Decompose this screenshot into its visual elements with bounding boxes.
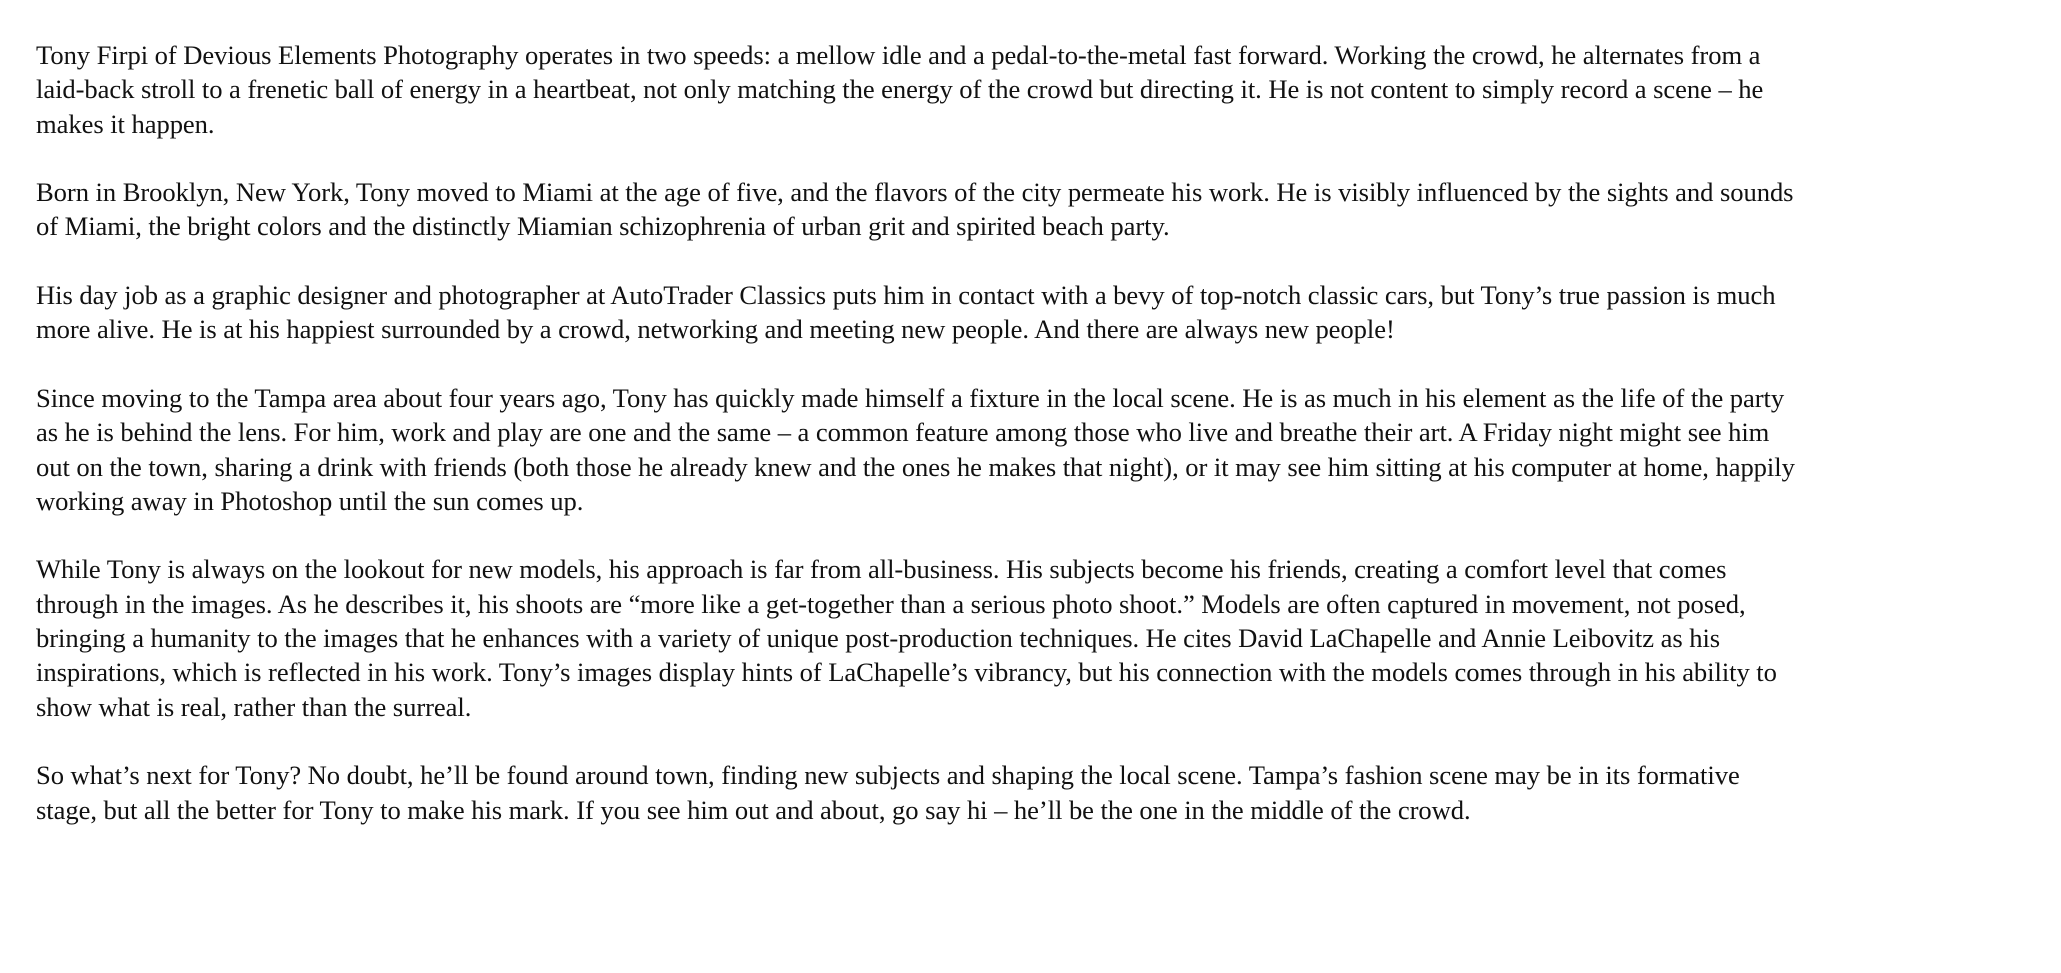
paragraph-approach: While Tony is always on the lookout for new models, his approach is far from all-business. His subjects become his friends, creating a comfort level that comes through in the images. As he describes it, his shoots are “more like a get-together than a serious photo shoot.” Models are often captured in movement, not posed, bringing a humanity to the images that he enhances with a variety of unique post-production techniques. He cites David LaChapelle and Annie Leibovitz as his inspirations, which is reflected in his work. Tony’s images display hints of LaChapelle’s vibrancy, but his connection with the models comes through in his ability to show what is real, rather than the surreal. [36,554,1777,722]
document-body [36,38,2036,861]
paragraph-day-job: His day job as a graphic designer and photographer at AutoTrader Classics puts him in contact with a bevy of top-notch classic cars, but Tony’s true passion is much more alive. He is at his happiest surrounded by a crowd, networking and meeting new people. And there are always new people! [36,280,1776,345]
paragraph-background: Born in Brooklyn, New York, Tony moved to Miami at the age of five, and the flavors of the city permeate his work. He is visibly influenced by the sights and sounds of Miami, the bright colors and the distinctly Miamian schizophrenia of urban grit and spirited beach party. [36,177,1794,242]
paragraph-intro: Tony Firpi of Devious Elements Photography operates in two speeds: a mellow idle and a pedal-to-the-metal fast forward. Working the crowd, he alternates from a laid-back stroll to a frenetic ball of energy in a heartbeat, not only matching the energy of the crowd but directing it. He is not content to simply record a scene – he makes it happen. [36,40,1764,139]
paragraph-whats-next: So what’s next for Tony? No doubt, he’ll be found around town, finding new subjects and shaping the local scene. Tampa’s fashion scene may be in its formative stage, but all the better for Tony to make his mark. If you see him out and about, go say hi – he’ll be the one in the middle of the crowd. [36,760,1740,825]
paragraph-tampa: Since moving to the Tampa area about four years ago, Tony has quickly made himself a fixture in the local scene. He is as much in his element as the life of the party as he is behind the lens. For him, work and play are one and the same – a common feature among those who live and breathe their art. A Friday night might see him out on the town, sharing a drink with friends (both those he already knew and the ones he makes that night), or it may see him sitting at his computer at home, happily working away in Photoshop until the sun comes up. [36,382,1795,516]
